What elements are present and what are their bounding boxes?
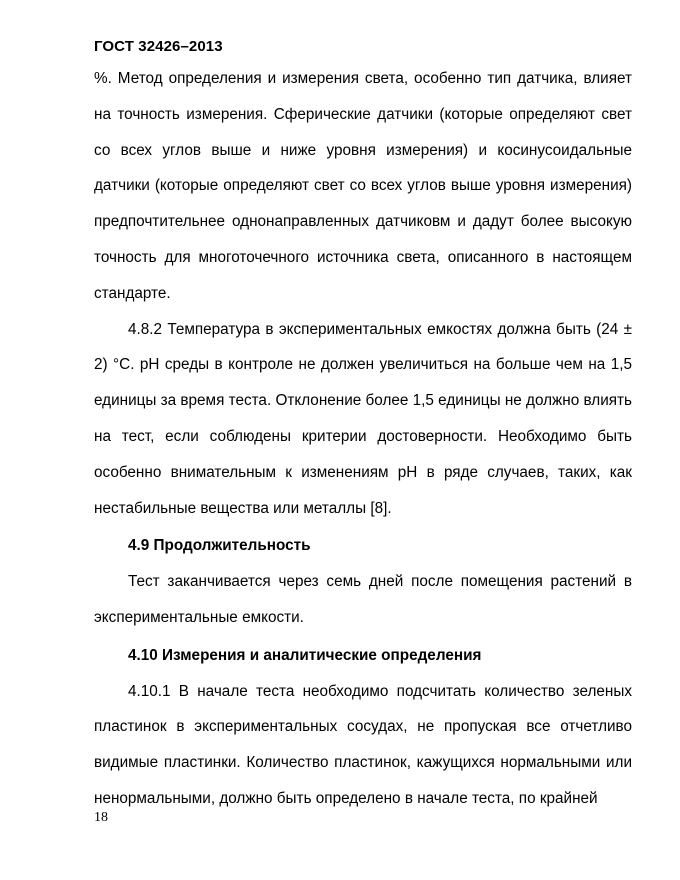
paragraph-duration: Тест заканчивается через семь дней после помещения растений в экспериментальные емкости. — [94, 573, 632, 626]
section-heading-4-9: 4.9 Продолжительность — [128, 537, 311, 555]
paragraph-light-measurement: %. Метод определения и измерения света, особенно тип датчика, влияет на точность измерения. Сферические датчики (которые определяют свет со всех углов выше и ниже уровня измерения) и косинусоидальные датчики (которые определяют свет со всех углов выше уровня измерения) предпочтительнее однонаправленных датчиковм и дадут более высокую точность для многоточечного источника света, описанного в настоящем стандарте. — [94, 70, 632, 302]
document-body — [94, 61, 632, 817]
page-number: 18 — [94, 810, 108, 825]
section-heading-4-10: 4.10 Измерения и аналитические определения — [128, 646, 482, 664]
paragraph-4-10-1: 4.10.1 В начале теста необходимо подсчитать количество зеленых пластинок в экспериментальных сосудах, не пропуская все отчетливо видимые пластинки. Количество пластинок, кажущихся нормальными или ненормальными, должно быть определено в начале теста, по крайней — [94, 682, 632, 807]
paragraph-4-8-2: 4.8.2 Температура в экспериментальных емкостях должна быть (24 ± 2) °C. pH среды в контроле не должен увеличиться на больше чем на 1,5 единицы за время теста. Отклонение более 1,5 единицы не должно влиять на тест, если соблюдены критерии достоверности. Необходимо быть особенно внимательным к изменениям pH в ряде случаев, таких, как нестабильные вещества или металлы [8]. — [94, 320, 632, 517]
standard-header: ГОСТ 32426–2013 — [94, 38, 223, 55]
